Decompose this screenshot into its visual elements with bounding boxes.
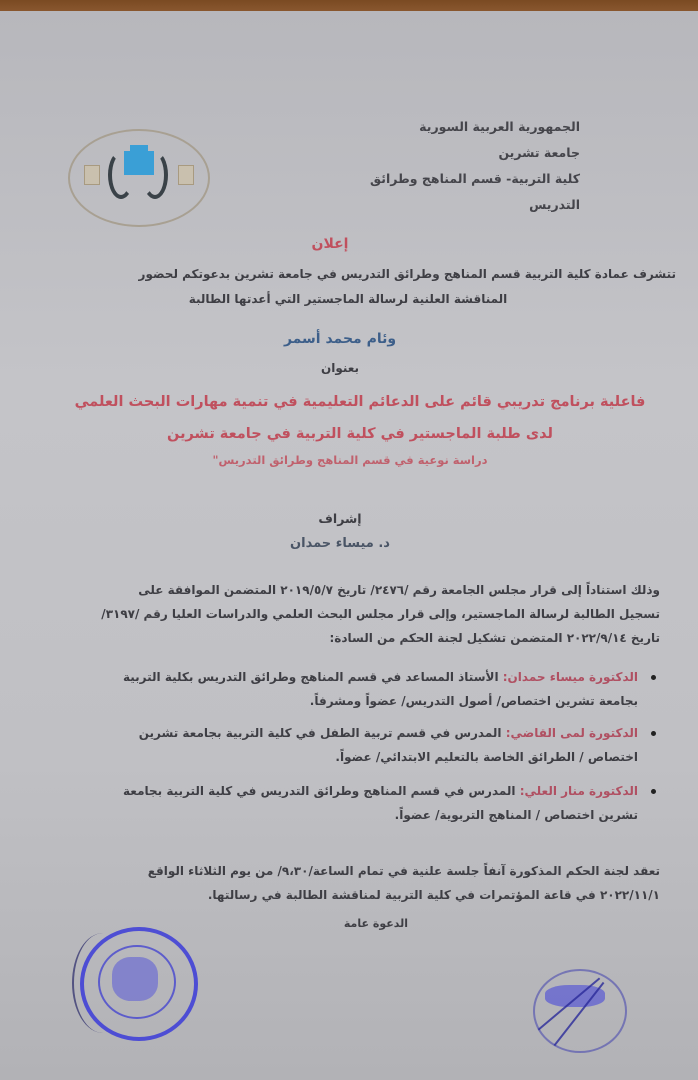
announcement-title: إعلان xyxy=(311,236,349,252)
supervisor-name: د. ميساء حمدان xyxy=(290,536,390,551)
public-invitation: الدعوة عامة xyxy=(343,917,408,930)
intro-line-2: المناقشة العلنية لرسالة الماجستير التي أعدتها الطالبة xyxy=(188,292,508,306)
committee-member xyxy=(60,779,660,827)
titled-label: بعنوان xyxy=(320,361,360,375)
closing-line: تعقد لجنة الحكم المذكورة آنفاً جلسة علنية في تمام الساعة/٩،٣٠/ من يوم الثلاثاء الواقع xyxy=(147,864,660,878)
committee-member xyxy=(60,665,660,713)
member-name: الدكتورة منار العلي: xyxy=(519,784,638,798)
member-name: الدكتورة ميساء حمدان: xyxy=(502,670,638,684)
body-line: وذلك استناداً إلى قرار مجلس الجامعة رقم /٢٤٧٦/ تاريخ ٢٠١٩/٥/٧ المتضمن الموافقة على xyxy=(138,583,660,597)
document-header xyxy=(320,114,580,218)
thesis-subtitle: دراسة نوعية في قسم المناهج وطرائق التدريس" xyxy=(212,453,488,467)
official-stamp-icon xyxy=(72,923,200,1039)
member-specialty: اختصاص / الطرائق الخاصة بالتعليم الابتدائي/ عضواً. xyxy=(335,750,638,764)
member-title: المدرس في قسم المناهج وطرائق التدريس في كلية التربية بجامعة xyxy=(123,784,520,798)
header-university: جامعة تشرين xyxy=(498,145,580,160)
thesis-title-line-2: لدى طلبة الماجستير في كلية التربية في جامعة تشرين xyxy=(167,426,553,442)
closing-line: ٢٠٢٢/١١/١ في قاعة المؤتمرات في كلية التربية لمناقشة الطالبة في رسالتها. xyxy=(207,888,660,902)
signature-stamp-icon xyxy=(515,963,635,1063)
university-seal-icon xyxy=(68,129,210,227)
committee-list xyxy=(60,665,660,827)
body-paragraph xyxy=(60,578,660,650)
body-line: تسجيل الطالبة لرسالة الماجستير، وإلى قرار مجلس البحث العلمي والدراسات العليا رقم /٣١٩٧/ xyxy=(101,607,660,621)
member-title: المدرس في قسم تربية الطفل في كلية التربية بجامعة تشرين xyxy=(138,726,506,740)
announcement-document xyxy=(0,11,698,1080)
member-name: الدكتورة لمى القاضي: xyxy=(505,726,638,740)
header-faculty: كلية التربية- قسم المناهج وطرائق التدريس xyxy=(370,171,580,212)
student-name: وئام محمد أسمر xyxy=(283,331,397,347)
committee-member xyxy=(60,721,660,769)
thesis-title-line-1: فاعلية برنامج تدريبي قائم على الدعائم التعليمية في تنمية مهارات البحث العلمي xyxy=(74,394,646,410)
closing-paragraph xyxy=(60,859,660,907)
member-specialty: تشرين اختصاص / المناهج التربوية/ عضواً. xyxy=(394,808,638,822)
member-title: الأستاذ المساعد في قسم المناهج وطرائق التدريس بكلية التربية xyxy=(122,670,503,684)
header-country: الجمهورية العربية السورية xyxy=(419,119,580,134)
body-line: تاريخ ٢٠٢٢/٩/١٤ المتضمن تشكيل لجنة الحكم من السادة: xyxy=(329,631,660,645)
intro-line-1: تتشرف عمادة كلية التربية قسم المناهج وطرائق التدريس في جامعة تشرين بدعوتكم لحضور xyxy=(138,267,676,281)
supervision-label: إشراف xyxy=(318,511,362,526)
member-specialty: بجامعة تشرين اختصاص/ أصول التدريس/ عضواً ومشرفاً. xyxy=(309,694,638,708)
